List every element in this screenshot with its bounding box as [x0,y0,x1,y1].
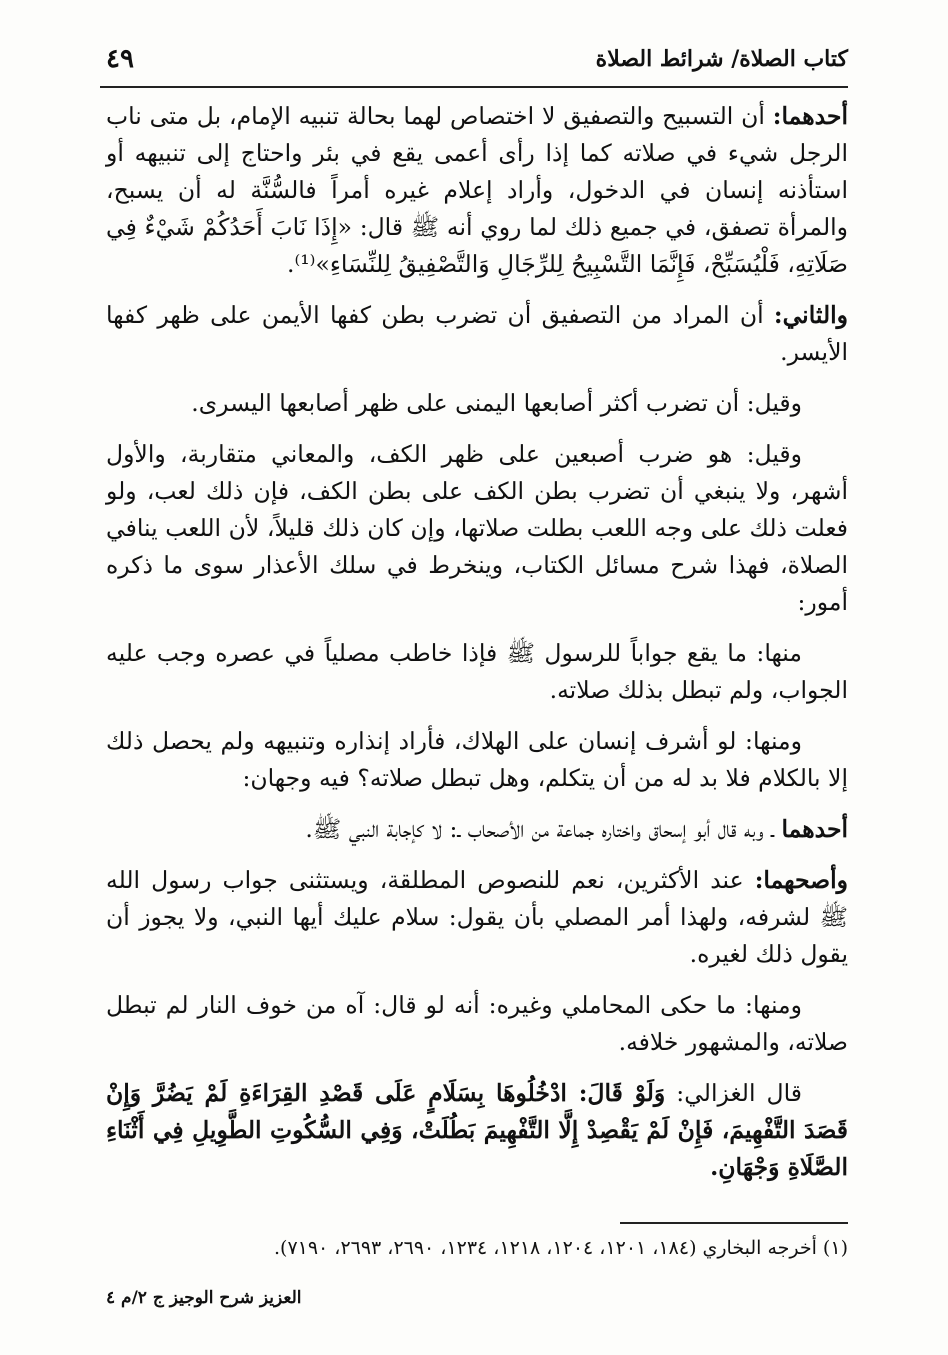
ghazali-text: وَلَوْ قَالَ: ادْخُلُوهَا بِسَلَامٍ عَلَى قَصْدِ القِرَاءَةِ لَمْ يَضُرَّ وَإِنْ قَصَدَ التَّفْهِيمَ، فَإِنْ لَمْ يَقْصِدْ إِلَّا التَّفْهِيمَ بَطُلَتْ، وَفِي السُّكُوتِ الطَّوِيلِ فِي أَثْنَاءِ الصَّلَاةِ وَجْهَانِ. [106,1079,848,1181]
paragraph-5 [106,635,848,709]
paragraph-7 [106,811,848,848]
paragraph-lead: أحدهما [781,815,848,843]
paragraph-text: أن التسبيح والتصفيق لا اختصاص لهما بحالة تنبيه الإمام، بل متى ناب الرجل شيء في صلاته كما إذا رأى أعمى يقع في بئر واحتاج إلى تنبيهه أو استأذنه إنسان في الدخول، وأراد إعلام غيره أمراً فالسُّنَّة له أن يسبح، والمرأة تصفق، في جميع ذلك لما روي أنه ﷺ قال: «إِذَا نَابَ أَحَدُكُمْ شَيْءٌ فِي صَلَاتِهِ، فَلْيُسَبِّحْ، فَإِنَّمَا التَّسْبِيحُ لِلرِّجَالِ وَالتَّصْفِيقُ لِلنِّسَاءِ»⁽¹⁾. [106,102,848,278]
page-number: ٤٩ [106,44,134,74]
paragraph-4 [106,436,848,621]
ghazali-prefix: قال الغزالي: [665,1079,802,1107]
paragraph-lead: وأصحهما: [754,866,848,894]
paragraph-1 [106,98,848,283]
paragraph-2 [106,297,848,371]
paragraph-9 [106,987,848,1061]
ghazali-quote [106,1075,848,1186]
paragraph-lead: أحدهما: [772,102,848,130]
paragraph-text: أن المراد من التصفيق أن تضرب بطن كفها الأيمن على ظهر كفها الأيسر. [106,301,848,366]
paragraph-text: عند الأكثرين، نعم للنصوص المطلقة، ويستثنى جواب رسول الله ﷺ لشرفه، ولهذا أمر المصلي بأن يقول: سلام عليك أيها النبي، ولا يجوز أن يقول ذلك لغيره. [106,866,848,968]
footnote: (١) أخرجه البخاري (١٨٤، ١٢٠١، ١٢٠٤، ١٢١٨، ١٢٣٤، ٢٦٩٠، ٢٦٩٣، ٧١٩٠). [273,1237,848,1259]
paragraph-text: ـ وبه قال أبو إسحاق واختاره جماعة من الأصحاب ـ: لا كإجابة النبي ﷺ. [305,815,782,843]
footnote-divider [620,1222,848,1224]
paragraph-text: ومنها: ما حكى المحاملي وغيره: أنه لو قال: آه من خوف النار لم تبطل صلاته، والمشهور خلافه. [106,991,848,1056]
paragraph-lead: والثاني: [773,301,848,329]
paragraph-6 [106,723,848,797]
main-text [106,98,848,1200]
paragraph-text: ومنها: لو أشرف إنسان على الهلاك، فأراد إنذاره وتنبيهه ولم يحصل ذلك إلا بالكلام فلا بد له من أن يتكلم، وهل تبطل صلاته؟ فيه وجهان: [106,727,848,792]
paragraph-3 [106,385,848,422]
paragraph-text: وقيل: أن تضرب أكثر أصابعها اليمنى على ظهر أصابعها اليسرى. [191,389,802,417]
paragraph-text: منها: ما يقع جواباً للرسول ﷺ فإذا خاطب مصلياً في عصره وجب عليه الجواب، ولم تبطل بذلك صلاته. [106,639,848,704]
paragraph-text: وقيل: هو ضرب أصبعين على ظهر الكف، والمعاني متقاربة، والأول أشهر، ولا ينبغي أن تضرب بطن الكف على بطن الكف، فإن ذلك لعب، ولو فعلت ذلك على وجه اللعب بطلت صلاتها، وإن كان ذلك قليلاً، لأن اللعب ينافي الصلاة، فهذا شرح مسائل الكتاب، وينخرط في سلك الأعذار سوى ما ذكره أمور: [106,440,848,616]
running-head: كتاب الصلاة/ شرائط الصلاة [595,46,848,72]
page-header [100,40,848,88]
book-signature: العزيز شرح الوجيز ج ٢/م ٤ [106,1288,302,1308]
paragraph-8 [106,862,848,973]
